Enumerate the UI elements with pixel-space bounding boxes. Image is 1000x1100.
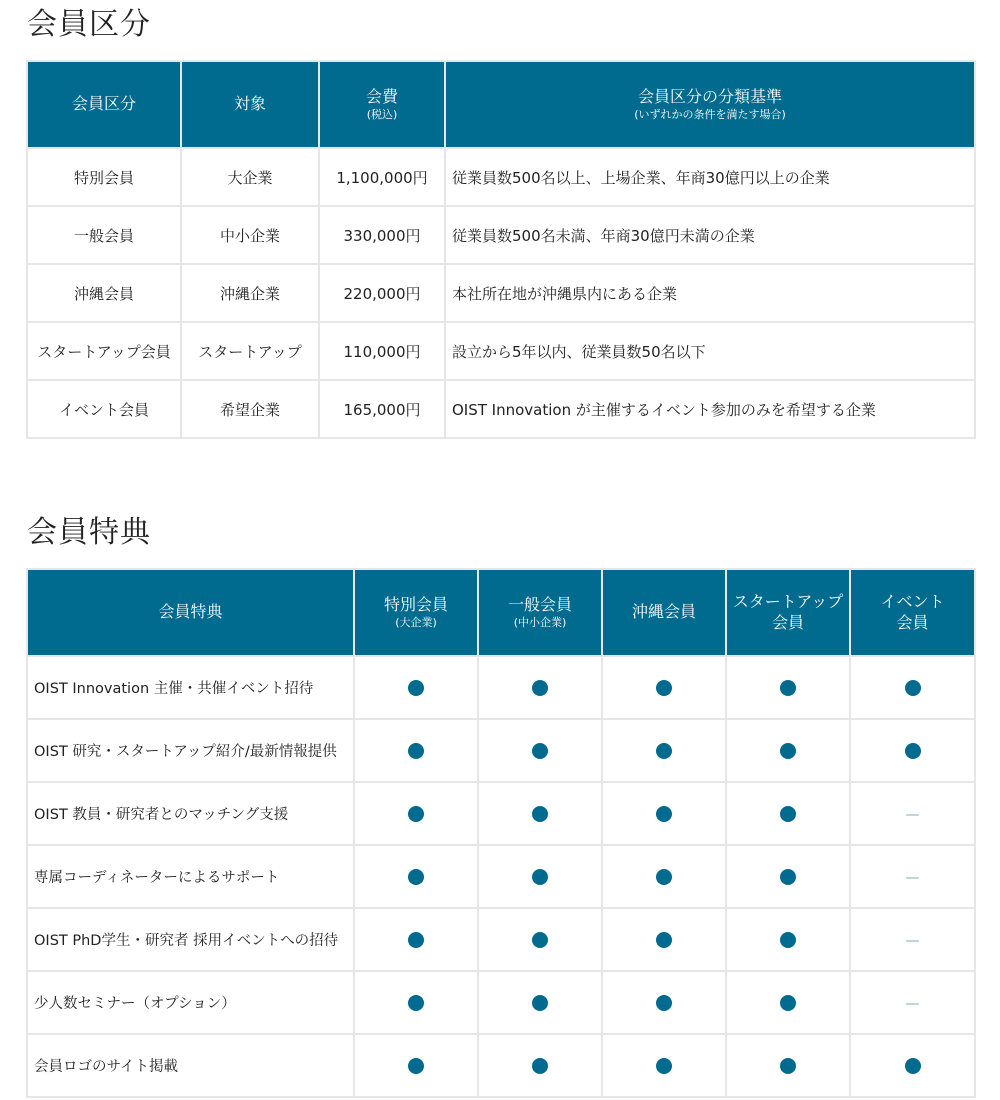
cell-benefit: 会員ロゴのサイト掲載 <box>27 1034 354 1097</box>
cell-criteria: OIST Innovation が主催するイベント参加のみを希望する企業 <box>445 380 975 438</box>
table-row <box>27 322 975 380</box>
cell-category: 特別会員 <box>27 148 181 206</box>
cell-target: 希望企業 <box>181 380 319 438</box>
cell-general <box>478 908 602 971</box>
included-dot-icon <box>532 743 548 759</box>
cell-startup <box>726 782 850 845</box>
table-header-row <box>27 61 975 148</box>
cell-general <box>478 1034 602 1097</box>
cell-general <box>478 845 602 908</box>
included-dot-icon <box>656 869 672 885</box>
cell-okinawa <box>602 1034 726 1097</box>
cell-benefit: OIST PhD学生・研究者 採用イベントへの招待 <box>27 908 354 971</box>
cell-event <box>850 1034 975 1097</box>
table-header-row <box>27 569 975 656</box>
not-included-dash-icon: — <box>905 869 920 886</box>
cell-okinawa <box>602 782 726 845</box>
cell-category: スタートアップ会員 <box>27 322 181 380</box>
header-benefit: 会員特典 <box>27 569 354 656</box>
cell-criteria: 本社所在地が沖縄県内にある企業 <box>445 264 975 322</box>
cell-okinawa <box>602 719 726 782</box>
cell-category: イベント会員 <box>27 380 181 438</box>
included-dot-icon <box>656 995 672 1011</box>
table-row <box>27 264 975 322</box>
cell-general <box>478 971 602 1034</box>
header-startup-member: スタートアップ 会員 <box>726 569 850 656</box>
included-dot-icon <box>532 806 548 822</box>
cell-event <box>850 908 975 971</box>
table-row <box>27 782 975 845</box>
cell-event <box>850 971 975 1034</box>
cell-startup <box>726 908 850 971</box>
section-title-member-benefits: 会員特典 <box>27 515 151 550</box>
included-dot-icon <box>656 1058 672 1074</box>
table-row <box>27 971 975 1034</box>
included-dot-icon <box>408 1058 424 1074</box>
cell-event <box>850 719 975 782</box>
cell-fee: 165,000円 <box>319 380 445 438</box>
included-dot-icon <box>780 743 796 759</box>
cell-special <box>354 971 478 1034</box>
table-row <box>27 908 975 971</box>
cell-criteria: 設立から5年以内、従業員数50名以下 <box>445 322 975 380</box>
not-included-dash-icon: — <box>905 932 920 949</box>
cell-category: 沖縄会員 <box>27 264 181 322</box>
included-dot-icon <box>532 680 548 696</box>
table-row <box>27 380 975 438</box>
cell-benefit: OIST Innovation 主催・共催イベント招待 <box>27 656 354 719</box>
table-row <box>27 148 975 206</box>
not-included-dash-icon: — <box>905 806 920 823</box>
cell-special <box>354 656 478 719</box>
cell-target: 沖縄企業 <box>181 264 319 322</box>
cell-target: 中小企業 <box>181 206 319 264</box>
cell-benefit: OIST 研究・スタートアップ紹介/最新情報提供 <box>27 719 354 782</box>
table-row <box>27 845 975 908</box>
cell-okinawa <box>602 908 726 971</box>
included-dot-icon <box>656 680 672 696</box>
cell-okinawa <box>602 971 726 1034</box>
cell-event <box>850 656 975 719</box>
cell-fee: 330,000円 <box>319 206 445 264</box>
included-dot-icon <box>408 995 424 1011</box>
included-dot-icon <box>532 869 548 885</box>
header-criteria: 会員区分の分類基準 (いずれかの条件を満たす場合) <box>445 61 975 148</box>
included-dot-icon <box>532 932 548 948</box>
header-target: 対象 <box>181 61 319 148</box>
section-title-membership-categories: 会員区分 <box>27 7 151 42</box>
header-criteria-note: (いずれかの条件を満たす場合) <box>634 107 786 121</box>
cell-category: 一般会員 <box>27 206 181 264</box>
table-row <box>27 719 975 782</box>
cell-special <box>354 908 478 971</box>
cell-special <box>354 719 478 782</box>
included-dot-icon <box>532 1058 548 1074</box>
table-row <box>27 206 975 264</box>
cell-startup <box>726 971 850 1034</box>
cell-target: 大企業 <box>181 148 319 206</box>
included-dot-icon <box>656 743 672 759</box>
cell-criteria: 従業員数500名以上、上場企業、年商30億円以上の企業 <box>445 148 975 206</box>
included-dot-icon <box>905 1058 921 1074</box>
included-dot-icon <box>408 743 424 759</box>
cell-special <box>354 1034 478 1097</box>
included-dot-icon <box>905 743 921 759</box>
header-fee-note: (税込) <box>366 107 398 121</box>
included-dot-icon <box>532 995 548 1011</box>
included-dot-icon <box>408 680 424 696</box>
header-category: 会員区分 <box>27 61 181 148</box>
cell-startup <box>726 719 850 782</box>
included-dot-icon <box>905 680 921 696</box>
cell-startup <box>726 1034 850 1097</box>
included-dot-icon <box>780 995 796 1011</box>
cell-event <box>850 782 975 845</box>
table-row <box>27 1034 975 1097</box>
cell-general <box>478 656 602 719</box>
cell-benefit: 少人数セミナー（オプション） <box>27 971 354 1034</box>
cell-event <box>850 845 975 908</box>
header-okinawa-member: 沖縄会員 <box>602 569 726 656</box>
cell-target: スタートアップ <box>181 322 319 380</box>
cell-okinawa <box>602 845 726 908</box>
table-row <box>27 656 975 719</box>
cell-general <box>478 719 602 782</box>
included-dot-icon <box>780 869 796 885</box>
included-dot-icon <box>408 932 424 948</box>
member-benefits-table <box>26 568 976 1098</box>
included-dot-icon <box>656 932 672 948</box>
cell-fee: 110,000円 <box>319 322 445 380</box>
cell-benefit: 専属コーディネーターによるサポート <box>27 845 354 908</box>
header-special-member: 特別会員 (大企業) <box>354 569 478 656</box>
membership-categories-table <box>26 60 976 439</box>
included-dot-icon <box>408 869 424 885</box>
included-dot-icon <box>780 680 796 696</box>
header-event-member: イベント 会員 <box>850 569 975 656</box>
cell-special <box>354 782 478 845</box>
included-dot-icon <box>408 806 424 822</box>
cell-fee: 1,100,000円 <box>319 148 445 206</box>
cell-criteria: 従業員数500名未満、年商30億円未満の企業 <box>445 206 975 264</box>
included-dot-icon <box>656 806 672 822</box>
included-dot-icon <box>780 806 796 822</box>
cell-special <box>354 845 478 908</box>
cell-startup <box>726 656 850 719</box>
included-dot-icon <box>780 932 796 948</box>
header-fee: 会費 (税込) <box>319 61 445 148</box>
included-dot-icon <box>780 1058 796 1074</box>
cell-benefit: OIST 教員・研究者とのマッチング支援 <box>27 782 354 845</box>
cell-startup <box>726 845 850 908</box>
not-included-dash-icon: — <box>905 995 920 1012</box>
cell-general <box>478 782 602 845</box>
header-general-member: 一般会員 (中小企業) <box>478 569 602 656</box>
cell-okinawa <box>602 656 726 719</box>
cell-fee: 220,000円 <box>319 264 445 322</box>
